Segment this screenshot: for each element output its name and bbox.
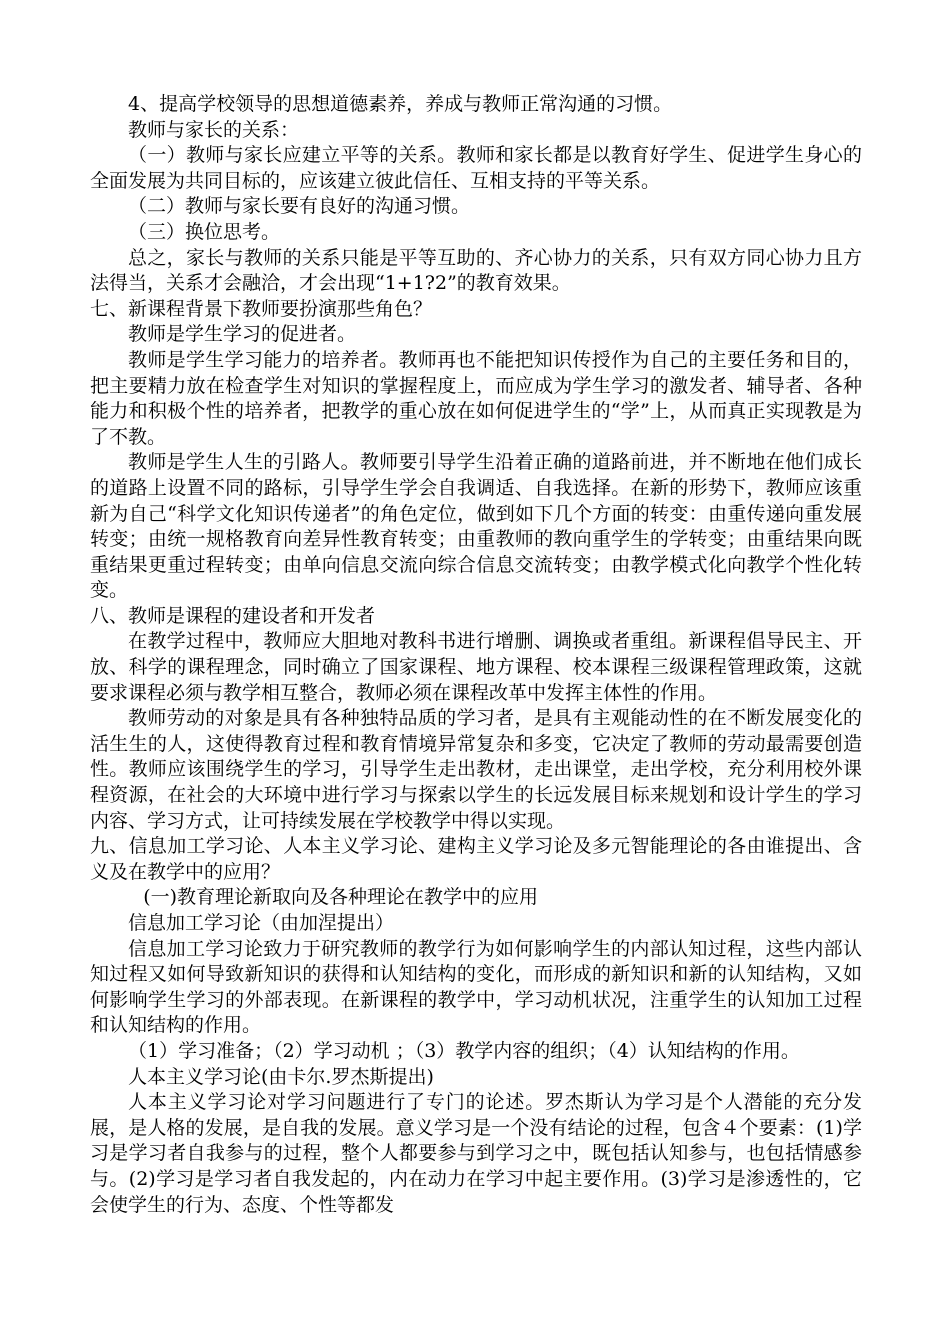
section-heading-eight: 八、教师是课程的建设者和开发者 — [90, 604, 376, 627]
paragraph-humanistic-learning: 人本主义学习论对学习问题进行了专门的论述。罗杰斯认为学习是个人潜能的充分发展，是人格的发展，是自我的发展。意义学习是一个没有结论的过程，包含４个要素：(1)学习是学习者自我参与的过程，整个人都要参与到学习之中，既包括认知参与，也包括情感参与。(2)学习是学习者自我发起的，内在动力在学习中起主要作用。(3)学习是渗透性的，它会使学生的行为、态度、个性等都发 — [90, 1091, 862, 1216]
paragraph-curriculum-builder: 在教学过程中，教师应大胆地对教科书进行增删、调换或者重组。新课程倡导民主、开放、科学的课程理念，同时确立了国家课程、地方课程、校本课程三级课程管理政策，这就要求课程必须与教学相互整合，教师必须在课程改革中发挥主体性的作用。 — [90, 630, 862, 704]
paragraph-teacher-guide: 教师是学生人生的引路人。教师要引导学生沿着正确的道路前进，并不断地在他们成长的道路上设置不同的路标，引导学生学会自我调适、自我选择。在新的形势下，教师应该重新为自己“科学文化知识传递者”的角色定位，做到如下几个方面的转变：由重传递向重发展转变；由统一规格教育向差异性教育转变；由重教师的教向重学生的学转变；由重结果向既重结果更重过程转变；由单向信息交流向综合信息交流转变；由教学模式化向教学个性化转变。 — [90, 451, 862, 602]
list-item-leader-morality: 4、提高学校领导的思想道德素养，养成与教师正常沟通的习惯。 — [128, 93, 673, 115]
paragraph-communication-habit: （二）教师与家长要有良好的沟通习惯。 — [128, 195, 471, 218]
subheading-humanistic-learning: 人本主义学习论(由卡尔.罗杰斯提出) — [128, 1065, 434, 1088]
heading-teacher-parent-relation: 教师与家长的关系： — [128, 118, 300, 141]
paragraph-information-processing: 信息加工学习论致力于研究教师的教学行为如何影响学生的内部认知过程，这些内部认知过程又如何导致新知识的获得和认知结构的变化，而形成的新知识和新的认知结构，又如何影响学生学习的外部表现。在新课程的教学中，学习动机状况，注重学生的认知加工过程和认知结构的作用。 — [90, 937, 862, 1037]
paragraph-teacher-cultivator: 教师是学生学习能力的培养者。教师再也不能把知识传授作为自己的主要任务和目的，把主要精力放在检查学生对知识的掌握程度上，而应成为学生学习的激发者、辅导者、各种能力和积极个性的培养者，把教学的重心放在如何促进学生的“学”上，从而真正实现教是为了不教。 — [90, 348, 862, 448]
paragraph-teacher-promoter: 教师是学生学习的促进者。 — [128, 323, 357, 346]
subheading-theory-orientation: (一)教育理论新取向及各种理论在教学中的应用 — [143, 886, 539, 909]
paragraph-summary: 总之，家长与教师的关系只能是平等互助的、齐心协力的关系，只有双方同心协力且方法得当，关系才会融洽，才会出现“1+1?2”的教育效果。 — [90, 246, 862, 295]
paragraph-teacher-creativity: 教师劳动的对象是具有各种独特品质的学习者，是具有主观能动性的在不断发展变化的活生生的人，这使得教育过程和教育情境异常复杂和多变，它决定了教师的劳动最需要创造性。教师应该围绕学生的学习，引导学生走出教材，走出课堂，走出学校，充分利用校外课程资源，在社会的大环境中进行学习与探索以学生的长远发展目标来规划和设计学生的学习内容、学习方式，让可持续发展在学校教学中得以实现。 — [90, 707, 862, 832]
paragraph-equal-relation: （一）教师与家长应建立平等的关系。教师和家长都是以教育好学生、促进学生身心的全面发展为共同目标的，应该建立彼此信任、互相支持的平等关系。 — [90, 144, 862, 192]
section-heading-seven: 七、新课程背景下教师要扮演那些角色？ — [90, 297, 433, 320]
subheading-information-processing: 信息加工学习论（由加涅提出） — [128, 912, 395, 934]
paragraph-learning-factors: （1）学习准备；（2）学习动机 ；（3）教学内容的组织；（4）认知结构的作用。 — [128, 1039, 800, 1062]
section-heading-nine: 九、信息加工学习论、人本主义学习论、建构主义学习论及多元智能理论的各由谁提出、含义及在教学中的应用？ — [90, 835, 862, 883]
paragraph-perspective-taking: （三）换位思考。 — [128, 220, 281, 243]
document-page — [90, 92, 862, 1218]
